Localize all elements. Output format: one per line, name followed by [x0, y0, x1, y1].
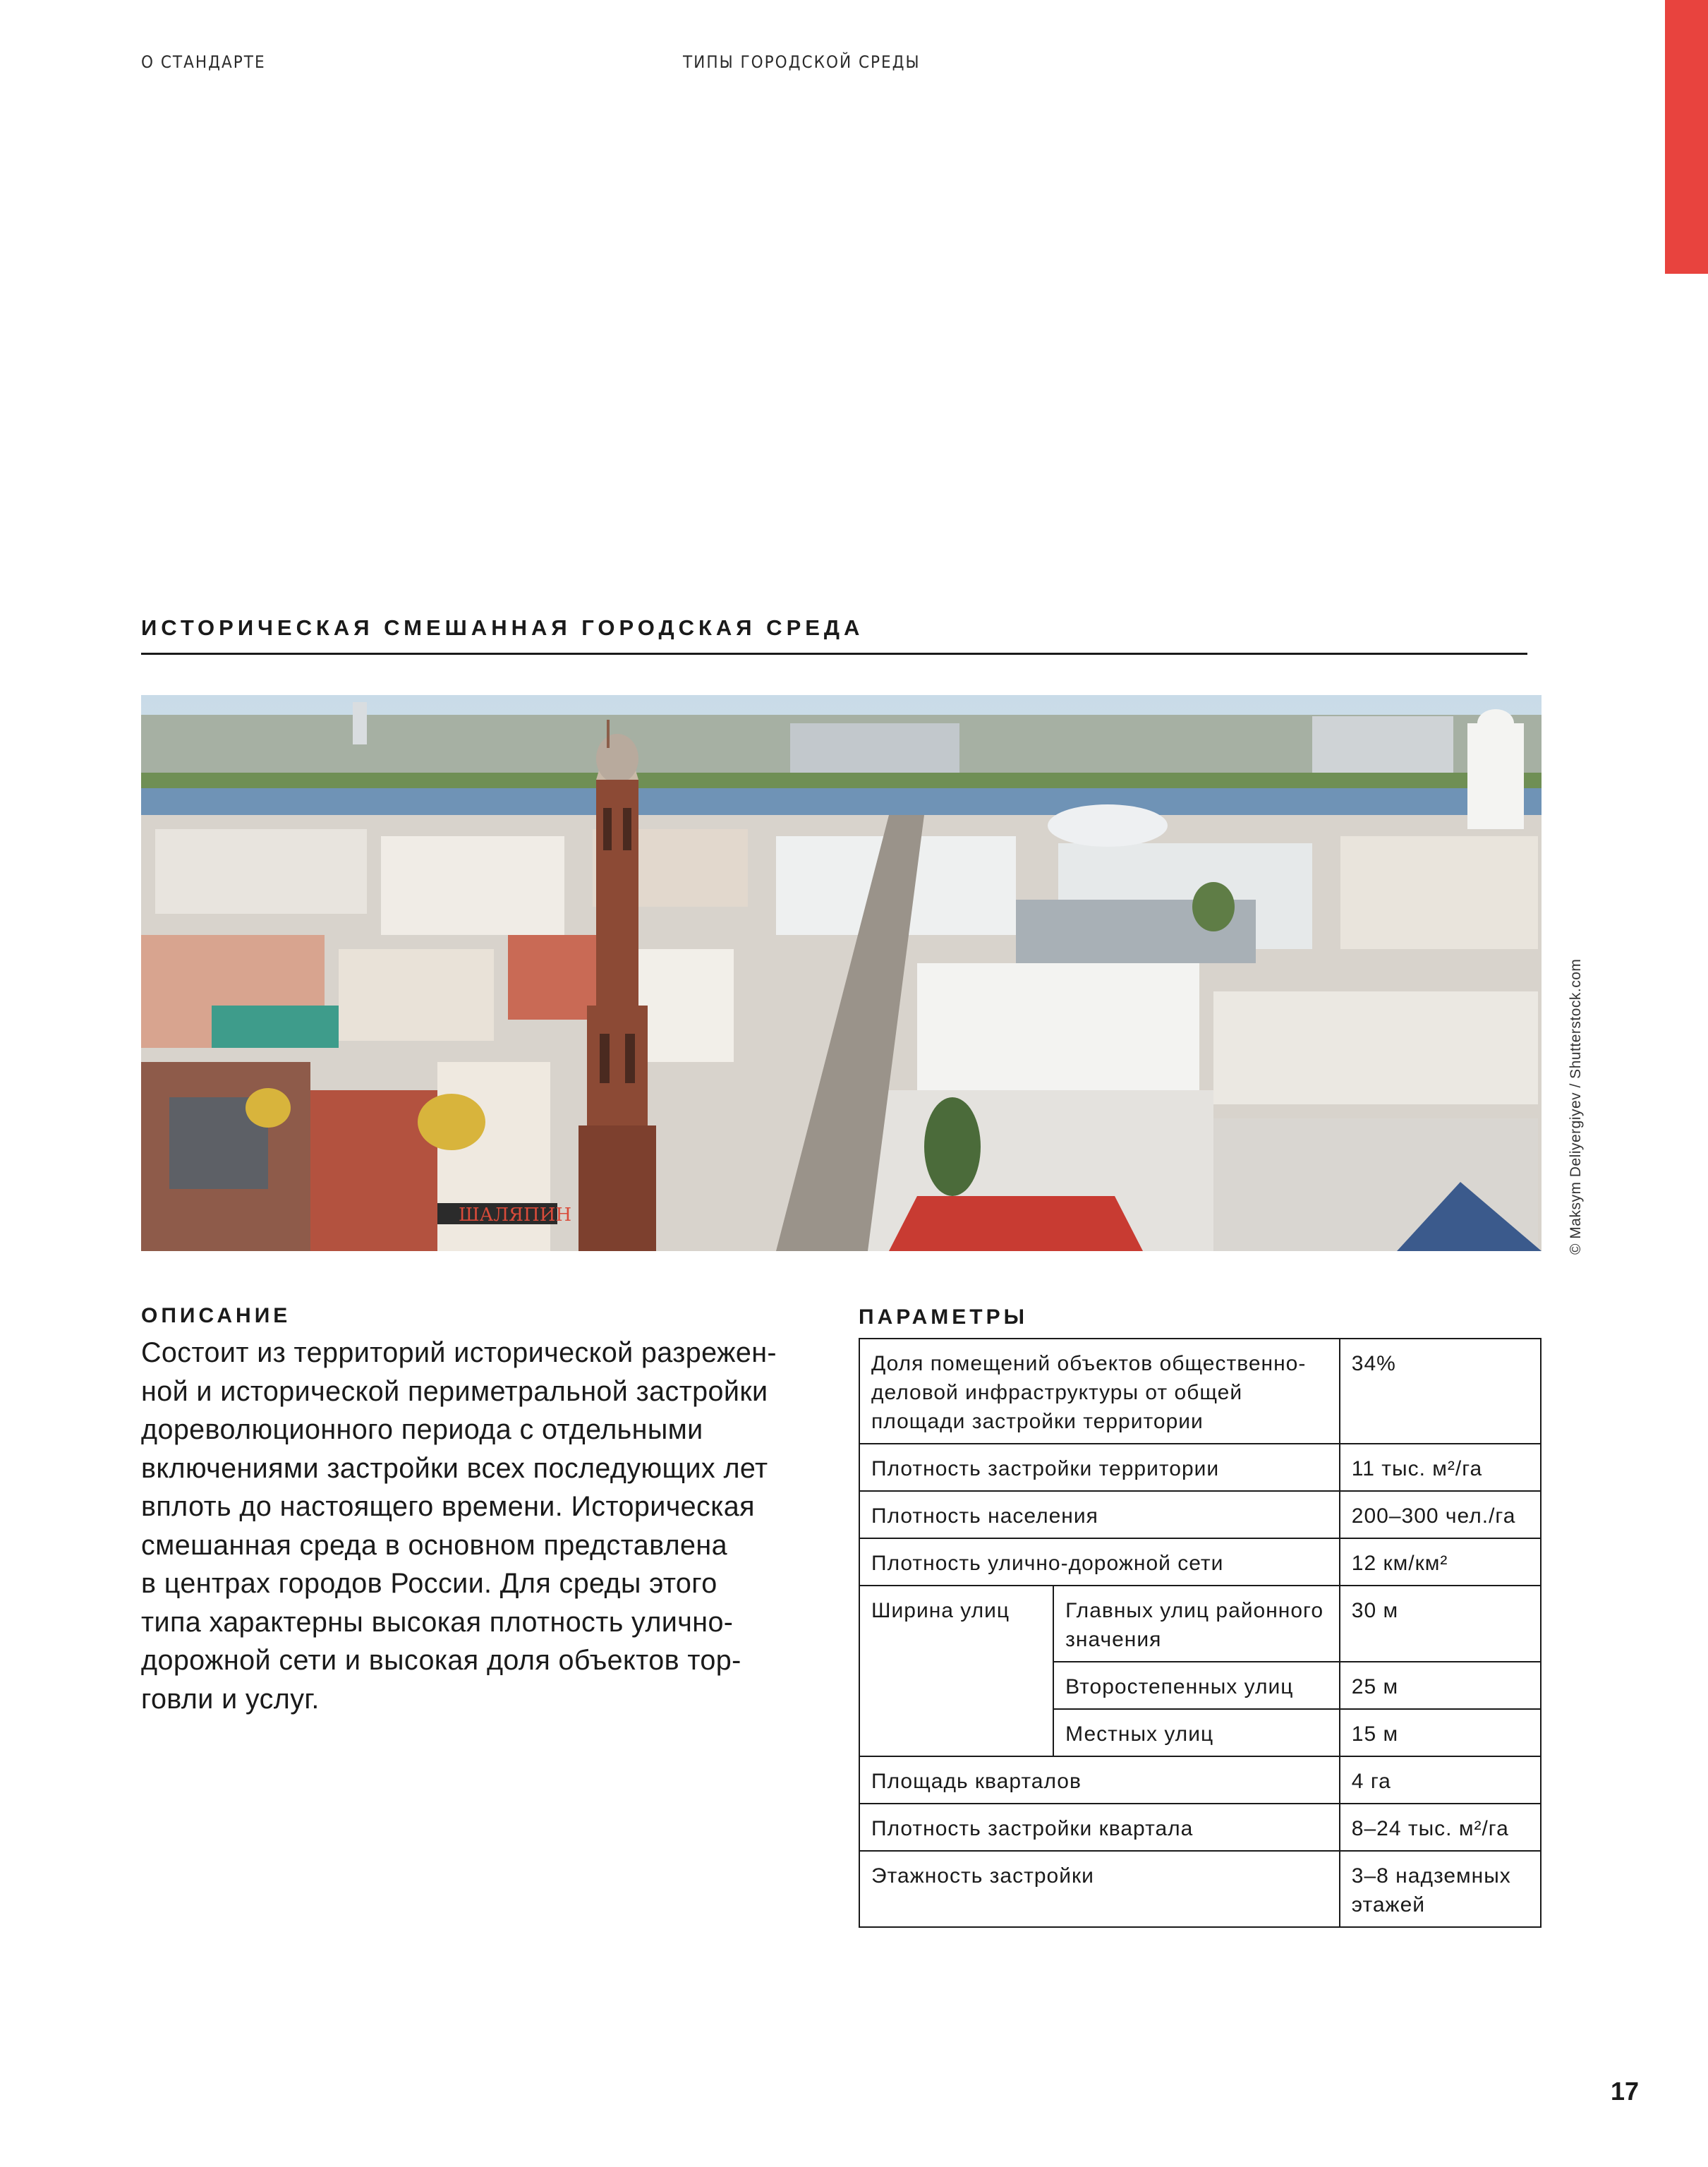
table-row [859, 1804, 1541, 1851]
param-name: Доля помещений объектов общественно-деловой инфраструктуры от общей площади застройки территории [859, 1339, 1340, 1444]
table-row [859, 1444, 1541, 1491]
description-body [141, 1334, 840, 1718]
description-line: ной и исторической периметральной застройки [141, 1375, 768, 1407]
param-value: 15 м [1340, 1709, 1541, 1756]
param-subname: Местных улиц [1053, 1709, 1340, 1756]
description-line: смешанная среда в основном представлена [141, 1529, 728, 1561]
photo-credit: © Maksym Deliyergiyev / Shutterstock.com [1568, 958, 1584, 1255]
param-subname: Главных улиц районного значения [1053, 1586, 1340, 1662]
param-name: Этажность застройки [859, 1851, 1340, 1927]
table-row [859, 1339, 1541, 1444]
param-value: 200–300 чел./га [1340, 1491, 1541, 1538]
description-line: вплоть до настоящего времени. Историческая [141, 1491, 755, 1522]
parameters-table [859, 1338, 1542, 1928]
description-line: говли и услуг. [141, 1683, 320, 1715]
table-row [859, 1491, 1541, 1538]
param-name: Плотность улично-дорожной сети [859, 1538, 1340, 1586]
table-row [859, 1538, 1541, 1586]
param-value: 8–24 тыс. м²/га [1340, 1804, 1541, 1851]
section-divider [141, 653, 1527, 655]
description-line: Состоит из территорий исторической разрежен- [141, 1337, 777, 1368]
parameters-label: ПАРАМЕТРЫ [859, 1305, 1028, 1329]
table-row [859, 1756, 1541, 1804]
param-value: 11 тыс. м²/га [1340, 1444, 1541, 1491]
description-line: дорожной сети и высокая доля объектов тор- [141, 1645, 741, 1676]
param-value: 3–8 надземных этажей [1340, 1851, 1541, 1927]
running-header-center: ТИПЫ ГОРОДСКОЙ СРЕДЫ [683, 52, 921, 72]
param-value: 34% [1340, 1339, 1541, 1444]
param-value: 25 м [1340, 1662, 1541, 1709]
city-panorama-photo [141, 695, 1542, 1251]
table-row [859, 1586, 1541, 1662]
param-name: Плотность населения [859, 1491, 1340, 1538]
section-color-tab [1665, 0, 1708, 274]
description-line: в центрах городов России. Для среды этого [141, 1568, 717, 1599]
param-value: 4 га [1340, 1756, 1541, 1804]
description-line: дореволюционного периода с отдельными [141, 1414, 703, 1445]
section-title: ИСТОРИЧЕСКАЯ СМЕШАННАЯ ГОРОДСКАЯ СРЕДА [141, 615, 864, 640]
shop-sign-text: ШАЛЯПИН [459, 1205, 572, 1226]
description-line: типа характерны высокая плотность улично- [141, 1606, 734, 1638]
param-name: Плотность застройки квартала [859, 1804, 1340, 1851]
param-name: Плотность застройки территории [859, 1444, 1340, 1491]
running-header-left: О СТАНДАРТЕ [141, 52, 266, 72]
page-number: 17 [1611, 2077, 1640, 2106]
param-group-name: Ширина улиц [859, 1586, 1053, 1756]
description-label: ОПИСАНИЕ [141, 1304, 291, 1327]
table-row [859, 1851, 1541, 1927]
description-line: включениями застройки всех последующих лет [141, 1452, 768, 1484]
param-value: 12 км/км² [1340, 1538, 1541, 1586]
param-value: 30 м [1340, 1586, 1541, 1662]
param-subname: Второстепенных улиц [1053, 1662, 1340, 1709]
param-name: Площадь кварталов [859, 1756, 1340, 1804]
